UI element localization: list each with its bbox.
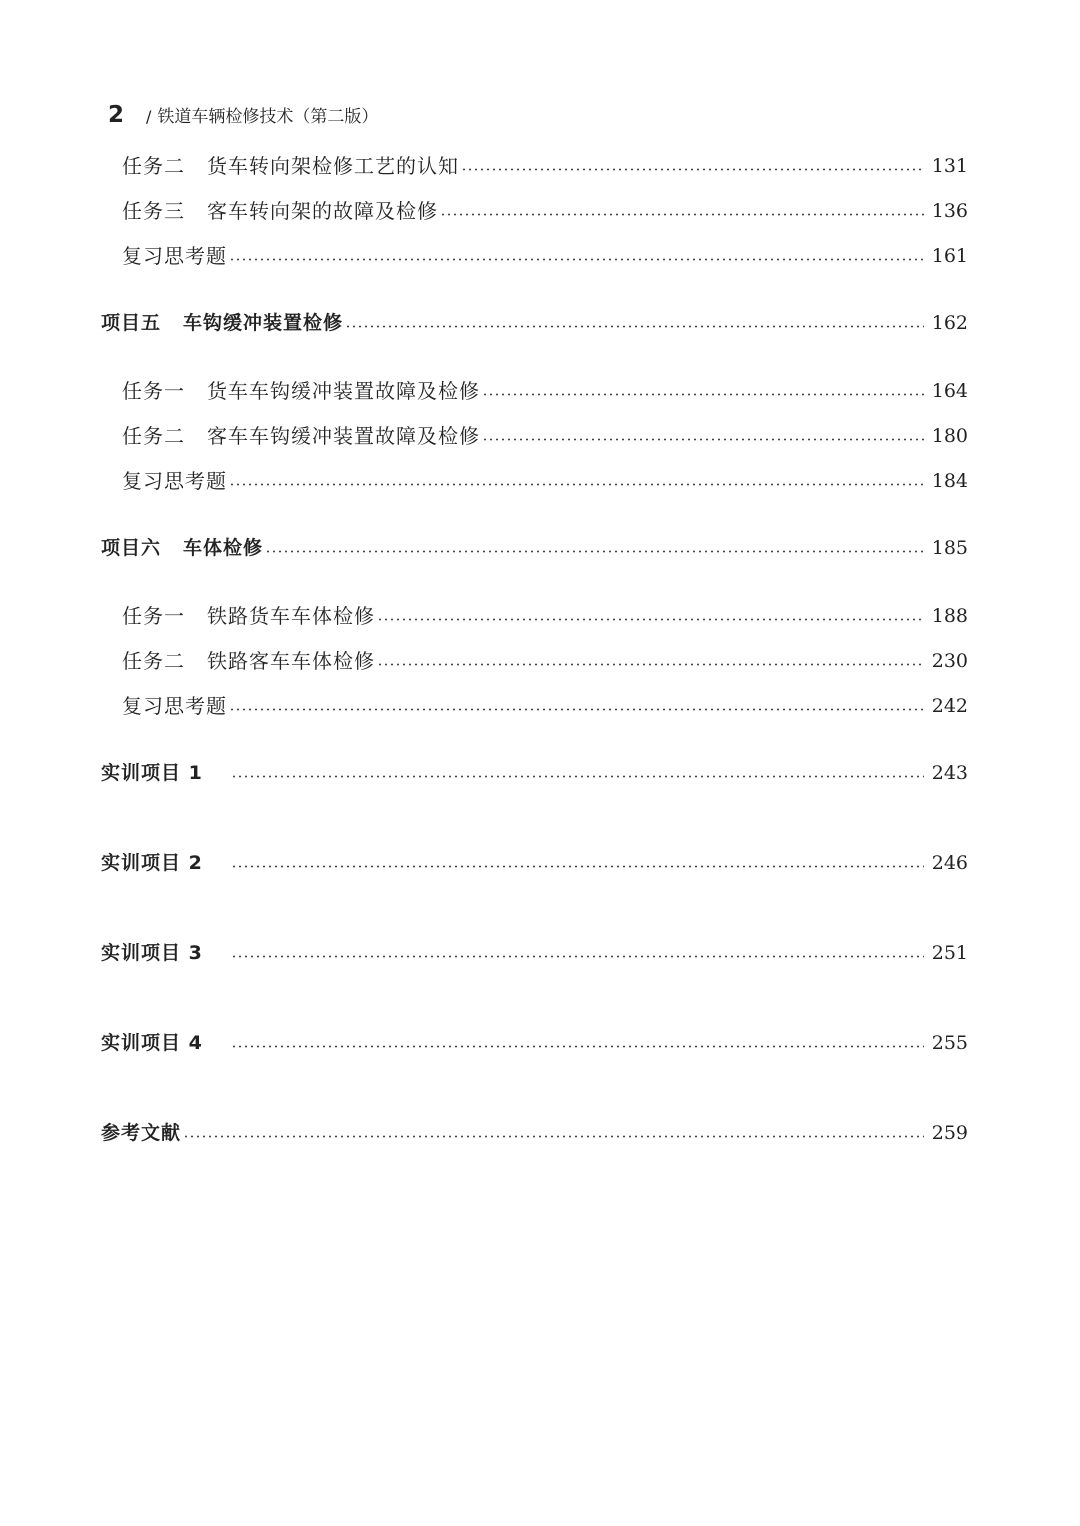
toc-entry-training[interactable] (101, 847, 968, 877)
leader-dots (377, 618, 924, 621)
toc-entry-task[interactable] (122, 150, 968, 180)
toc-entry-task[interactable] (122, 375, 968, 405)
toc-entry-review[interactable] (122, 465, 968, 495)
toc-page-number: 242 (931, 695, 968, 717)
toc-entry-label (122, 602, 375, 630)
toc-entry-title: 复习思考题 (122, 244, 227, 268)
toc-entry-task[interactable] (122, 600, 968, 630)
toc-page-number: 251 (931, 942, 968, 964)
toc-entry-label (101, 309, 343, 337)
toc-entry-title: 客车车钩缓冲装置故障及检修 (207, 424, 480, 448)
toc-entry-project[interactable] (101, 307, 968, 337)
toc-entry-training[interactable] (101, 1027, 968, 1057)
toc-page-number: 162 (931, 312, 968, 334)
toc-entry-title: 复习思考题 (122, 469, 227, 493)
toc-entry-training[interactable] (101, 757, 968, 787)
toc-page-number: 243 (931, 762, 968, 784)
leader-dots (345, 325, 924, 328)
toc-entry-title: 车体检修 (183, 537, 264, 559)
leader-dots (231, 955, 924, 958)
toc-entry-task[interactable] (122, 645, 968, 675)
toc-entry-title: 参考文献 (101, 1122, 182, 1144)
toc-entry-project[interactable] (101, 532, 968, 562)
toc-entry-prefix: 任务二 (122, 154, 185, 178)
toc-page-number: 164 (931, 380, 968, 402)
toc-entry-prefix: 项目五 (101, 312, 162, 334)
toc-entry-label (122, 377, 480, 405)
toc-page-number: 246 (931, 852, 968, 874)
running-header (108, 102, 378, 136)
toc-entry-title: 实训项目 4 (101, 1032, 203, 1054)
toc-entry-prefix: 任务二 (122, 649, 185, 673)
toc-entry-title: 复习思考题 (122, 694, 227, 718)
toc-entry-label (122, 197, 438, 225)
page-number: 2 (108, 102, 125, 128)
toc-entry-prefix: 项目六 (101, 537, 162, 559)
toc-entry-title: 车钩缓冲装置检修 (183, 312, 344, 334)
toc-entry-label (122, 647, 375, 675)
header-separator: / (146, 107, 152, 126)
book-title: 铁道车辆检修技术（第二版） (157, 107, 379, 127)
toc-page-number: 136 (931, 200, 968, 222)
toc-entry-task[interactable] (122, 195, 968, 225)
toc-entry-label (101, 534, 263, 562)
leader-dots (231, 865, 924, 868)
toc-entry-title: 货车车钩缓冲装置故障及检修 (207, 379, 480, 403)
leader-dots (482, 393, 924, 396)
toc-entry-title: 实训项目 3 (101, 942, 203, 964)
toc-page-number: 180 (931, 425, 968, 447)
leader-dots (231, 775, 924, 778)
toc-entry-title: 铁路客车车体检修 (207, 649, 375, 673)
toc-entry-label (122, 152, 459, 180)
toc-entry-task[interactable] (122, 420, 968, 450)
leader-dots (229, 708, 924, 711)
toc-entry-label (122, 422, 480, 450)
toc-page-number: 184 (931, 470, 968, 492)
leader-dots (183, 1135, 924, 1138)
toc-page-number: 230 (931, 650, 968, 672)
leader-dots (265, 550, 924, 553)
toc-entry-references[interactable] (101, 1117, 968, 1147)
leader-dots (231, 1045, 924, 1048)
leader-dots (229, 258, 924, 261)
toc-entry-title: 货车转向架检修工艺的认知 (207, 154, 459, 178)
leader-dots (229, 483, 924, 486)
toc-page-number: 188 (931, 605, 968, 627)
leader-dots (461, 168, 924, 171)
toc-entry-prefix: 任务一 (122, 604, 185, 628)
leader-dots (482, 438, 924, 441)
toc-entry-title: 实训项目 2 (101, 852, 203, 874)
toc-page-number: 131 (931, 155, 968, 177)
toc-page-number: 259 (931, 1122, 968, 1144)
leader-dots (377, 663, 924, 666)
toc-page-number: 185 (931, 537, 968, 559)
toc-entry-prefix: 任务二 (122, 424, 185, 448)
toc-page-number: 255 (931, 1032, 968, 1054)
toc-entry-title: 铁路货车车体检修 (207, 604, 375, 628)
toc-entry-title: 实训项目 1 (101, 762, 203, 784)
toc-entry-prefix: 任务三 (122, 199, 185, 223)
toc-entry-prefix: 任务一 (122, 379, 185, 403)
toc-entry-training[interactable] (101, 937, 968, 967)
toc-page-number: 161 (931, 245, 968, 267)
toc-entry-review[interactable] (122, 240, 968, 270)
toc-entry-title: 客车转向架的故障及检修 (207, 199, 438, 223)
toc-entry-review[interactable] (122, 690, 968, 720)
leader-dots (440, 213, 924, 216)
